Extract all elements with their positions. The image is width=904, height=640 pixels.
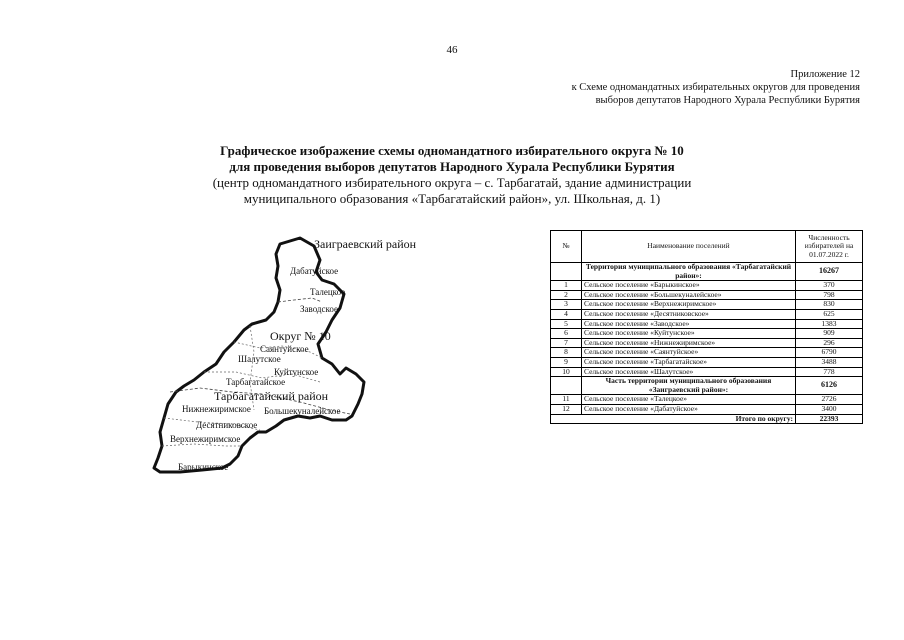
table-row	[551, 404, 863, 414]
group-num-cell	[551, 263, 582, 281]
row-value: 798	[796, 290, 863, 300]
map-label-tarbagataiskoe: Тарбагатайское	[226, 377, 286, 387]
row-value: 2726	[796, 395, 863, 405]
row-value: 625	[796, 309, 863, 319]
table-row	[551, 357, 863, 367]
upper-district-boundary	[278, 298, 322, 302]
group-label: Территория муниципального образования «Тарбагатайский район»:	[582, 263, 796, 281]
map-label-taletskoe: Талецкое	[310, 287, 346, 297]
row-name: Сельское поселение «Верхнежиримское»	[582, 300, 796, 310]
row-value: 830	[796, 300, 863, 310]
map-label-zaigraevsky-district: Заиграевский район	[314, 237, 417, 251]
header-count: Численность избирателей на 01.07.2022 г.	[796, 231, 863, 263]
row-value: 778	[796, 367, 863, 377]
group-row-zaigraevsky	[551, 377, 863, 395]
map-label-kuytunskoe: Куйтунское	[274, 367, 319, 377]
table-row	[551, 281, 863, 291]
map-label-verkhnezhirimskoe: Верхнежиримское	[170, 434, 241, 444]
row-name: Сельское поселение «Нижнежиримское»	[582, 338, 796, 348]
group-num-cell	[551, 377, 582, 395]
table-header-row	[551, 231, 863, 263]
row-name: Сельское поселение «Шалутское»	[582, 367, 796, 377]
row-value: 296	[796, 338, 863, 348]
row-num: 5	[551, 319, 582, 329]
group-label: Часть территории муниципального образования «Заиграевский район»:	[582, 377, 796, 395]
title-line-1: Графическое изображение схемы одномандатного избирательного округа № 10	[220, 143, 684, 158]
map-label-bolshekunaleyskoe: Большекуналейское	[264, 406, 341, 416]
row-num: 4	[551, 309, 582, 319]
map-label-tarbagatai-district: Тарбагатайский район	[214, 389, 329, 403]
document-title	[0, 143, 904, 207]
row-num: 7	[551, 338, 582, 348]
total-value: 22393	[796, 414, 863, 424]
group-row-tarbagatai	[551, 263, 863, 281]
row-name: Сельское поселение «Десятниковское»	[582, 309, 796, 319]
row-num: 11	[551, 395, 582, 405]
map-label-barykinskoe: Барыкинское	[178, 462, 229, 472]
row-num: 6	[551, 329, 582, 339]
row-num: 8	[551, 348, 582, 358]
map-label-desyatnikovskoe: Десятниковское	[196, 420, 258, 430]
header-name: Наименование поселений	[582, 231, 796, 263]
group-value: 16267	[796, 263, 863, 281]
row-name: Сельское поселение «Талецкое»	[582, 395, 796, 405]
map-label-shalutskoe: Шалутское	[238, 354, 281, 364]
row-name: Сельское поселение «Заводское»	[582, 319, 796, 329]
row-name: Сельское поселение «Куйтунское»	[582, 329, 796, 339]
map-label-nizhnezhirimskoe: Нижнежиримское	[182, 404, 251, 414]
table-row	[551, 329, 863, 339]
row-value: 3400	[796, 404, 863, 414]
title-line-2: для проведения выборов депутатов Народного Хурала Республики Бурятия	[229, 159, 675, 174]
row-name: Сельское поселение «Саянтуйское»	[582, 348, 796, 358]
table-row	[551, 395, 863, 405]
row-name: Сельское поселение «Дабатуйское»	[582, 404, 796, 414]
total-label: Итого по округу:	[551, 414, 796, 424]
group-value: 6126	[796, 377, 863, 395]
table-row	[551, 348, 863, 358]
settlements-table	[550, 230, 863, 424]
row-value: 909	[796, 329, 863, 339]
row-num: 2	[551, 290, 582, 300]
map-label-dabatuyskoe: Дабатуйское	[290, 266, 339, 276]
row-name: Сельское поселение «Барыкинское»	[582, 281, 796, 291]
district-map	[150, 232, 417, 482]
map-label-zavodskoe: Заводское	[300, 304, 339, 314]
row-value: 1383	[796, 319, 863, 329]
table-row	[551, 309, 863, 319]
appendix-line-2: к Схеме одномандатных избирательных округов для проведения	[571, 82, 860, 93]
row-num: 9	[551, 357, 582, 367]
row-num: 1	[551, 281, 582, 291]
page-number: 46	[446, 44, 458, 56]
header-num: №	[551, 231, 582, 263]
row-value: 6790	[796, 348, 863, 358]
row-value: 370	[796, 281, 863, 291]
title-line-4: муниципального образования «Тарбагатайский район», ул. Школьная, д. 1)	[243, 191, 661, 206]
map-label-district-number: Округ № 10	[270, 329, 331, 343]
appendix-line-3: выборов депутатов Народного Хурала Республики Бурятия	[595, 95, 860, 106]
row-num: 12	[551, 404, 582, 414]
settlement-boundary-4	[162, 444, 242, 446]
appendix-header	[572, 68, 860, 107]
row-num: 3	[551, 300, 582, 310]
map-label-saintuyskoe: Саянтуйское	[260, 344, 309, 354]
total-row	[551, 414, 863, 424]
appendix-line-1: Приложение 12	[790, 69, 860, 80]
row-value: 3488	[796, 357, 863, 367]
title-line-3: (центр одномандатного избирательного округа – с. Тарбагатай, здание администрации	[212, 175, 692, 190]
row-name: Сельское поселение «Тарбагатайское»	[582, 357, 796, 367]
row-name: Сельское поселение «Большекуналейское»	[582, 290, 796, 300]
row-num: 10	[551, 367, 582, 377]
